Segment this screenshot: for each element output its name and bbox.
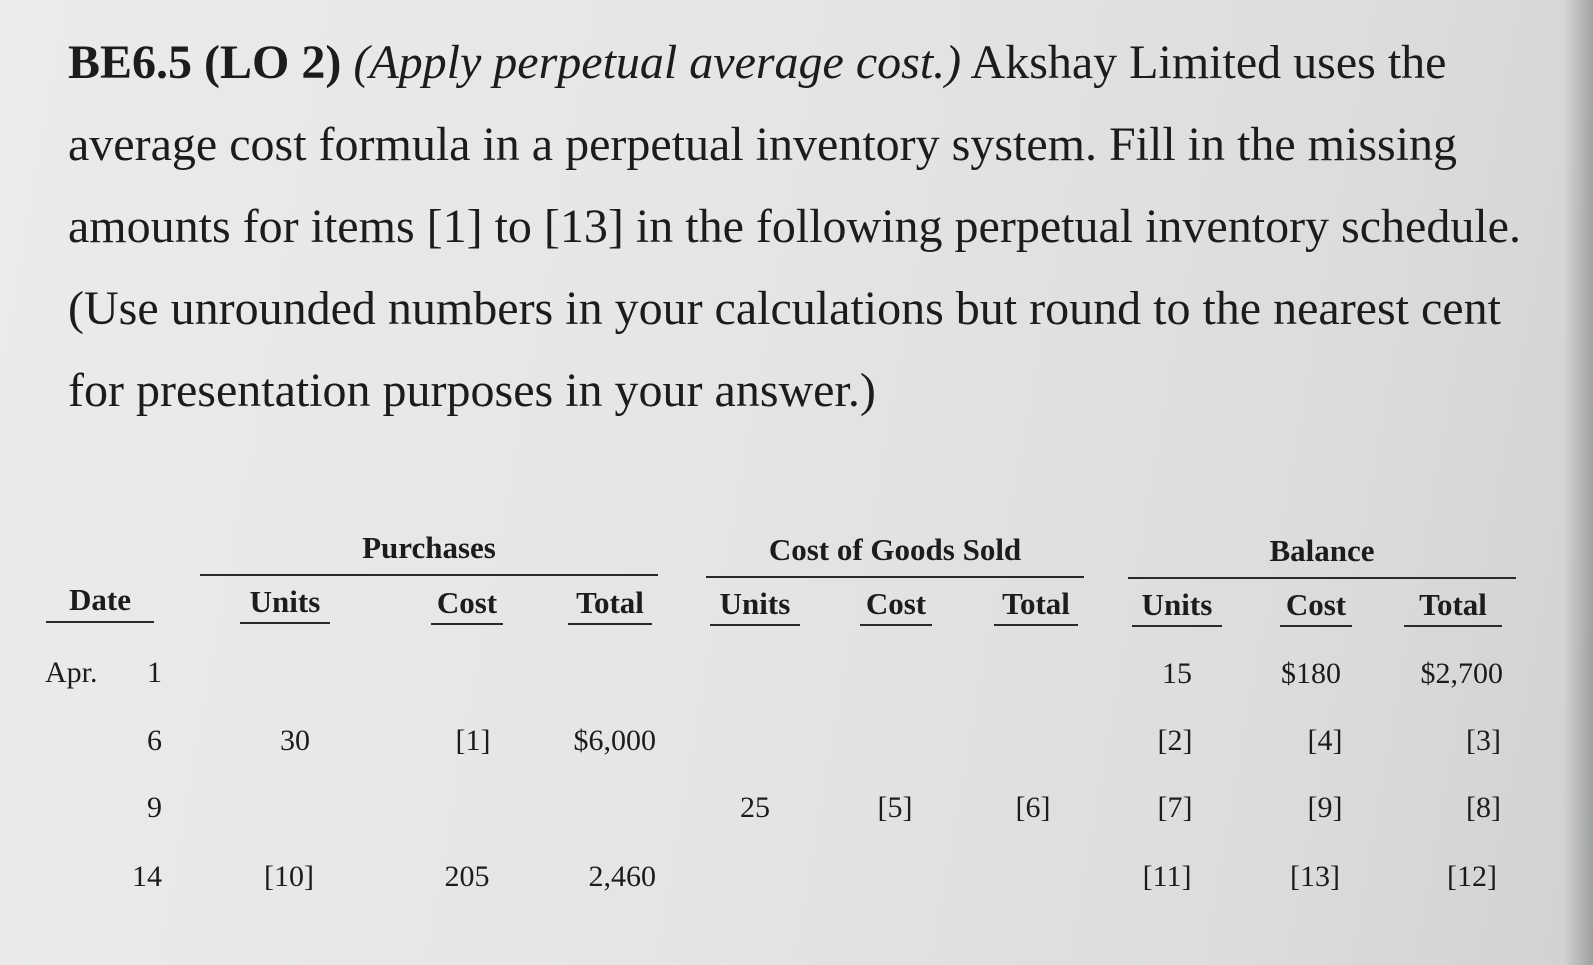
divider xyxy=(710,624,800,626)
group-header-purchases: Purchases xyxy=(362,530,496,565)
column-header-purchase-units: Units xyxy=(249,584,321,619)
balance-units: [2] xyxy=(1157,724,1193,757)
cogs-total: [6] xyxy=(1015,791,1051,824)
balance-total: [8] xyxy=(1466,791,1501,824)
balance-units: 15 xyxy=(1162,657,1192,690)
balance-total: [12] xyxy=(1447,860,1497,893)
column-header-balance-units: Units xyxy=(1141,587,1213,622)
divider xyxy=(994,624,1078,626)
purchase-total: $6,000 xyxy=(573,724,656,757)
row-day: 1 xyxy=(147,656,162,689)
balance-cost: [13] xyxy=(1290,860,1340,893)
column-header-balance-total: Total xyxy=(1419,587,1487,622)
cogs-units: 25 xyxy=(740,791,770,824)
column-header-purchase-cost: Cost xyxy=(436,585,498,620)
divider xyxy=(706,576,1084,578)
divider xyxy=(200,574,658,576)
balance-cost: [9] xyxy=(1307,791,1343,824)
row-day: 9 xyxy=(147,791,162,824)
balance-cost: [4] xyxy=(1307,724,1343,757)
problem-title: (Apply perpetual average cost.) xyxy=(353,36,962,89)
problem-text: Akshay Limited uses the average cost formula in a perpetual inventory system. Fill in the missing amounts for items [1] to [13] in the following perpetual inventory schedule. (Use unrounded numbers in your calculations but round to the nearest cent for presentation purposes in your answer.) xyxy=(68,36,1521,417)
group-header-cogs: Cost of Goods Sold xyxy=(768,532,1022,567)
balance-cost: $180 xyxy=(1281,657,1341,690)
row-day: 6 xyxy=(147,724,162,757)
divider xyxy=(1132,625,1222,627)
purchase-units: [10] xyxy=(264,860,314,893)
cogs-cost: [5] xyxy=(877,791,913,824)
divider xyxy=(1404,625,1502,627)
purchase-total: 2,460 xyxy=(588,860,656,893)
column-header-purchase-total: Total xyxy=(576,585,644,620)
purchase-units: 30 xyxy=(280,724,310,757)
group-header-balance: Balance xyxy=(1269,533,1375,568)
divider xyxy=(1280,625,1352,627)
balance-total: $2,700 xyxy=(1420,657,1503,690)
divider xyxy=(240,622,330,624)
divider xyxy=(46,621,154,623)
divider xyxy=(568,623,652,625)
column-header-cogs-cost: Cost xyxy=(865,586,927,621)
row-month: Apr. xyxy=(45,656,98,689)
purchase-cost: 205 xyxy=(444,860,490,893)
column-header-date: Date xyxy=(69,582,131,617)
column-header-balance-cost: Cost xyxy=(1285,587,1347,622)
row-day: 14 xyxy=(132,860,162,893)
balance-units: [11] xyxy=(1142,860,1192,893)
column-header-cogs-units: Units xyxy=(719,586,791,621)
divider xyxy=(1128,577,1516,579)
problem-code: BE6.5 (LO 2) xyxy=(68,36,342,89)
purchase-cost: [1] xyxy=(455,724,491,757)
balance-units: [7] xyxy=(1157,791,1193,824)
column-header-cogs-total: Total xyxy=(1002,586,1070,621)
balance-total: [3] xyxy=(1466,724,1501,757)
divider xyxy=(431,623,503,625)
divider xyxy=(860,624,932,626)
